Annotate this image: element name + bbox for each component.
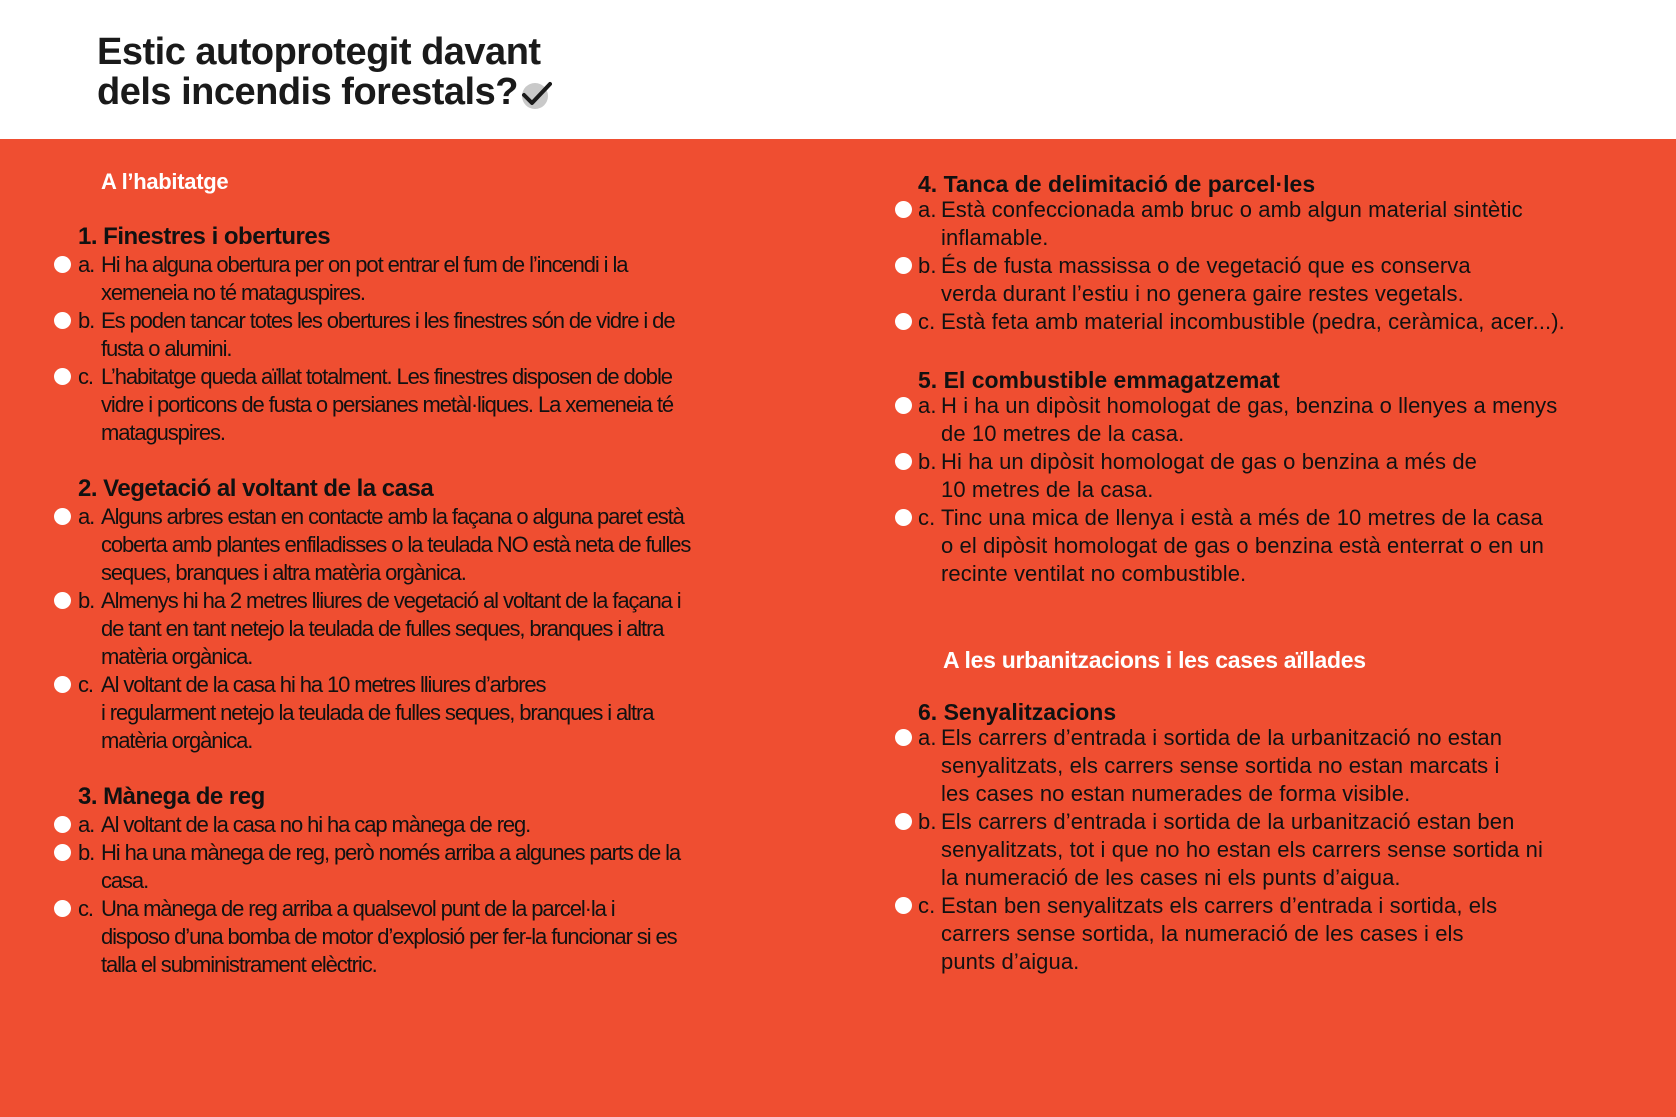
option-bullet-icon[interactable] (895, 453, 912, 470)
option-item[interactable] (895, 252, 1665, 308)
option-letter: a. (78, 252, 95, 277)
option-text: Al voltant de la casa hi ha 10 metres lliures d’arbres (101, 672, 546, 697)
option-item[interactable] (895, 808, 1665, 892)
option-text: Els carrers d’entrada i sortida de la urbanització estan ben (941, 809, 1515, 834)
option-letter: a. (78, 812, 95, 837)
option-letter: c. (918, 505, 936, 530)
option-text: Està confeccionada amb bruc o amb algun material sintètic (941, 197, 1523, 222)
question-block-3 (78, 783, 778, 811)
option-bullet-icon[interactable] (895, 509, 912, 526)
question-title: 1. Finestres i obertures (78, 223, 331, 250)
question-title: 3. Mànega de reg (78, 783, 265, 810)
option-text-cont: matèria orgànica. (101, 644, 253, 669)
option-letter: a. (918, 725, 937, 750)
option-text-cont: inflamable. (941, 225, 1049, 250)
option-text-cont: verda durant l’estiu i no genera gaire restes vegetals. (941, 281, 1464, 306)
option-text: Tinc una mica de llenya i està a més de 10 metres de la casa (941, 505, 1543, 530)
options-block-2 (54, 503, 774, 755)
option-bullet-icon[interactable] (54, 368, 71, 385)
option-text-cont: punts d’aigua. (941, 949, 1080, 974)
option-text-cont: de 10 metres de la casa. (941, 421, 1185, 446)
option-letter: b. (918, 449, 937, 474)
question-title: 4. Tanca de delimitació de parcel·les (918, 171, 1316, 197)
option-bullet-icon[interactable] (54, 312, 71, 329)
option-item[interactable] (54, 895, 774, 979)
option-text: Almenys hi ha 2 metres lliures de vegetació al voltant de la façana i (101, 588, 681, 613)
option-item[interactable] (54, 363, 774, 447)
option-text-cont: i regularment netejo la teulada de fulles seques, branques i altra (101, 700, 654, 725)
option-text: Està feta amb material incombustible (pedra, ceràmica, acer...). (941, 309, 1565, 334)
option-bullet-icon[interactable] (54, 676, 71, 693)
option-bullet-icon[interactable] (895, 313, 912, 330)
title-line-1: Estic autoprotegit davant (97, 31, 541, 73)
option-item[interactable] (895, 448, 1665, 504)
option-letter: c. (78, 364, 93, 389)
option-letter: a. (78, 504, 95, 529)
options-block-1 (54, 251, 774, 447)
section-heading-urbanitzacions: A les urbanitzacions i les cases aïllades (943, 647, 1366, 673)
option-item[interactable] (895, 196, 1665, 252)
option-text-cont: matèria orgànica. (101, 728, 253, 753)
option-text-cont: fusta o alumini. (101, 336, 232, 361)
option-bullet-icon[interactable] (54, 256, 71, 273)
option-text-cont: les cases no estan numerades de forma visible. (941, 781, 1411, 806)
option-bullet-icon[interactable] (895, 729, 912, 746)
option-text: H i ha un dipòsit homologat de gas, benzina o llenyes a menys (941, 393, 1558, 418)
option-text-cont: coberta amb plantes enfiladisses o la teulada NO està neta de fulles (101, 532, 691, 557)
quiz-panel (0, 139, 1676, 1117)
options-block-3 (54, 811, 774, 979)
option-letter: c. (918, 309, 936, 334)
option-bullet-icon[interactable] (54, 844, 71, 861)
question-block-6 (918, 698, 1638, 726)
option-bullet-icon[interactable] (895, 201, 912, 218)
option-text: Hi ha una mànega de reg, però només arriba a algunes parts de la (101, 840, 681, 865)
option-text-cont: senyalitzats, els carrers sense sortida no estan marcats i (941, 753, 1500, 778)
option-item[interactable] (54, 587, 774, 671)
options-block-5 (895, 392, 1665, 588)
option-item[interactable] (895, 308, 1665, 336)
question-block-4 (918, 170, 1638, 198)
option-item[interactable] (54, 251, 774, 307)
option-item[interactable] (54, 811, 774, 839)
options-block-4 (895, 196, 1665, 336)
option-item[interactable] (54, 307, 774, 363)
option-text: L’habitatge queda aïllat totalment. Les finestres disposen de doble (101, 364, 672, 389)
option-letter: b. (78, 588, 95, 613)
option-bullet-icon[interactable] (895, 397, 912, 414)
option-text-cont: la numeració de les cases ni els punts d’aigua. (941, 865, 1401, 890)
option-text: És de fusta massissa o de vegetació que es conserva (941, 253, 1471, 278)
option-bullet-icon[interactable] (895, 813, 912, 830)
option-text: Els carrers d’entrada i sortida de la urbanització no estan (941, 725, 1503, 750)
option-bullet-icon[interactable] (54, 508, 71, 525)
option-text-cont: seques, branques i altra matèria orgànica. (101, 560, 466, 585)
title-line-2-text: dels incendis forestals? (97, 71, 518, 113)
option-letter: c. (78, 896, 93, 921)
option-item[interactable] (54, 671, 774, 755)
option-text-cont: vidre i porticons de fusta o persianes metàl·liques. La xemeneia té (101, 392, 673, 417)
option-text-cont: mataguspires. (101, 420, 225, 445)
option-text: Una mànega de reg arriba a qualsevol punt de la parcel·la i (101, 896, 615, 921)
question-title: 2. Vegetació al voltant de la casa (78, 475, 434, 502)
option-bullet-icon[interactable] (895, 897, 912, 914)
option-letter: b. (78, 308, 95, 333)
option-letter: a. (918, 393, 937, 418)
option-letter: c. (918, 893, 936, 918)
section-heading-habitatge: A l’habitatge (101, 169, 229, 194)
page-header (0, 0, 1676, 139)
option-bullet-icon[interactable] (895, 257, 912, 274)
option-bullet-icon[interactable] (54, 592, 71, 609)
title-line-2 (97, 72, 552, 112)
question-title: 5. El combustible emmagatzemat (918, 367, 1280, 393)
option-letter: b. (78, 840, 95, 865)
option-text-cont: casa. (101, 868, 149, 893)
option-text: Es poden tancar totes les obertures i les finestres són de vidre i de (101, 308, 675, 333)
option-text-cont: recinte ventilat no combustible. (941, 561, 1247, 586)
options-block-6 (895, 724, 1665, 976)
option-text: Estan ben senyalitzats els carrers d’entrada i sortida, els (941, 893, 1498, 918)
option-letter: a. (918, 197, 937, 222)
option-text: Hi ha alguna obertura per on pot entrar el fum de l’incendi i la (101, 252, 628, 277)
option-item[interactable] (895, 504, 1665, 588)
option-text: Hi ha un dipòsit homologat de gas o benzina a més de (941, 449, 1477, 474)
option-item[interactable] (895, 724, 1665, 808)
option-text-cont: o el dipòsit homologat de gas o benzina està enterrat o en un (941, 533, 1544, 558)
option-letter: b. (918, 809, 937, 834)
option-text-cont: senyalitzats, tot i que no ho estan els carrers sense sortida ni (941, 837, 1543, 862)
question-block-1 (78, 223, 778, 251)
option-item[interactable] (895, 392, 1665, 448)
option-text-cont: talla el subministrament elèctric. (101, 952, 377, 977)
question-title: 6. Senyalitzacions (918, 699, 1117, 725)
option-letter: c. (78, 672, 93, 697)
option-text-cont: carrers sense sortida, la numeració de les cases i els (941, 921, 1464, 946)
question-block-5 (918, 366, 1638, 394)
option-bullet-icon[interactable] (54, 816, 71, 833)
option-text-cont: disposo d’una bomba de motor d’explosió per fer-la funcionar si es (101, 924, 677, 949)
option-text-cont: 10 metres de la casa. (941, 477, 1154, 502)
option-item[interactable] (895, 892, 1665, 976)
option-text: Al voltant de la casa no hi ha cap mànega de reg. (101, 812, 531, 837)
option-letter: b. (918, 253, 937, 278)
option-text-cont: xemeneia no té mataguspires. (101, 280, 365, 305)
option-text-cont: de tant en tant netejo la teulada de fulles seques, branques i altra (101, 616, 664, 641)
option-item[interactable] (54, 503, 774, 587)
option-text: Alguns arbres estan en contacte amb la façana o alguna paret està (101, 504, 684, 529)
page-title (97, 32, 552, 112)
question-block-2 (78, 475, 778, 503)
option-item[interactable] (54, 839, 774, 895)
checkmark-icon (520, 78, 552, 110)
option-bullet-icon[interactable] (54, 900, 71, 917)
